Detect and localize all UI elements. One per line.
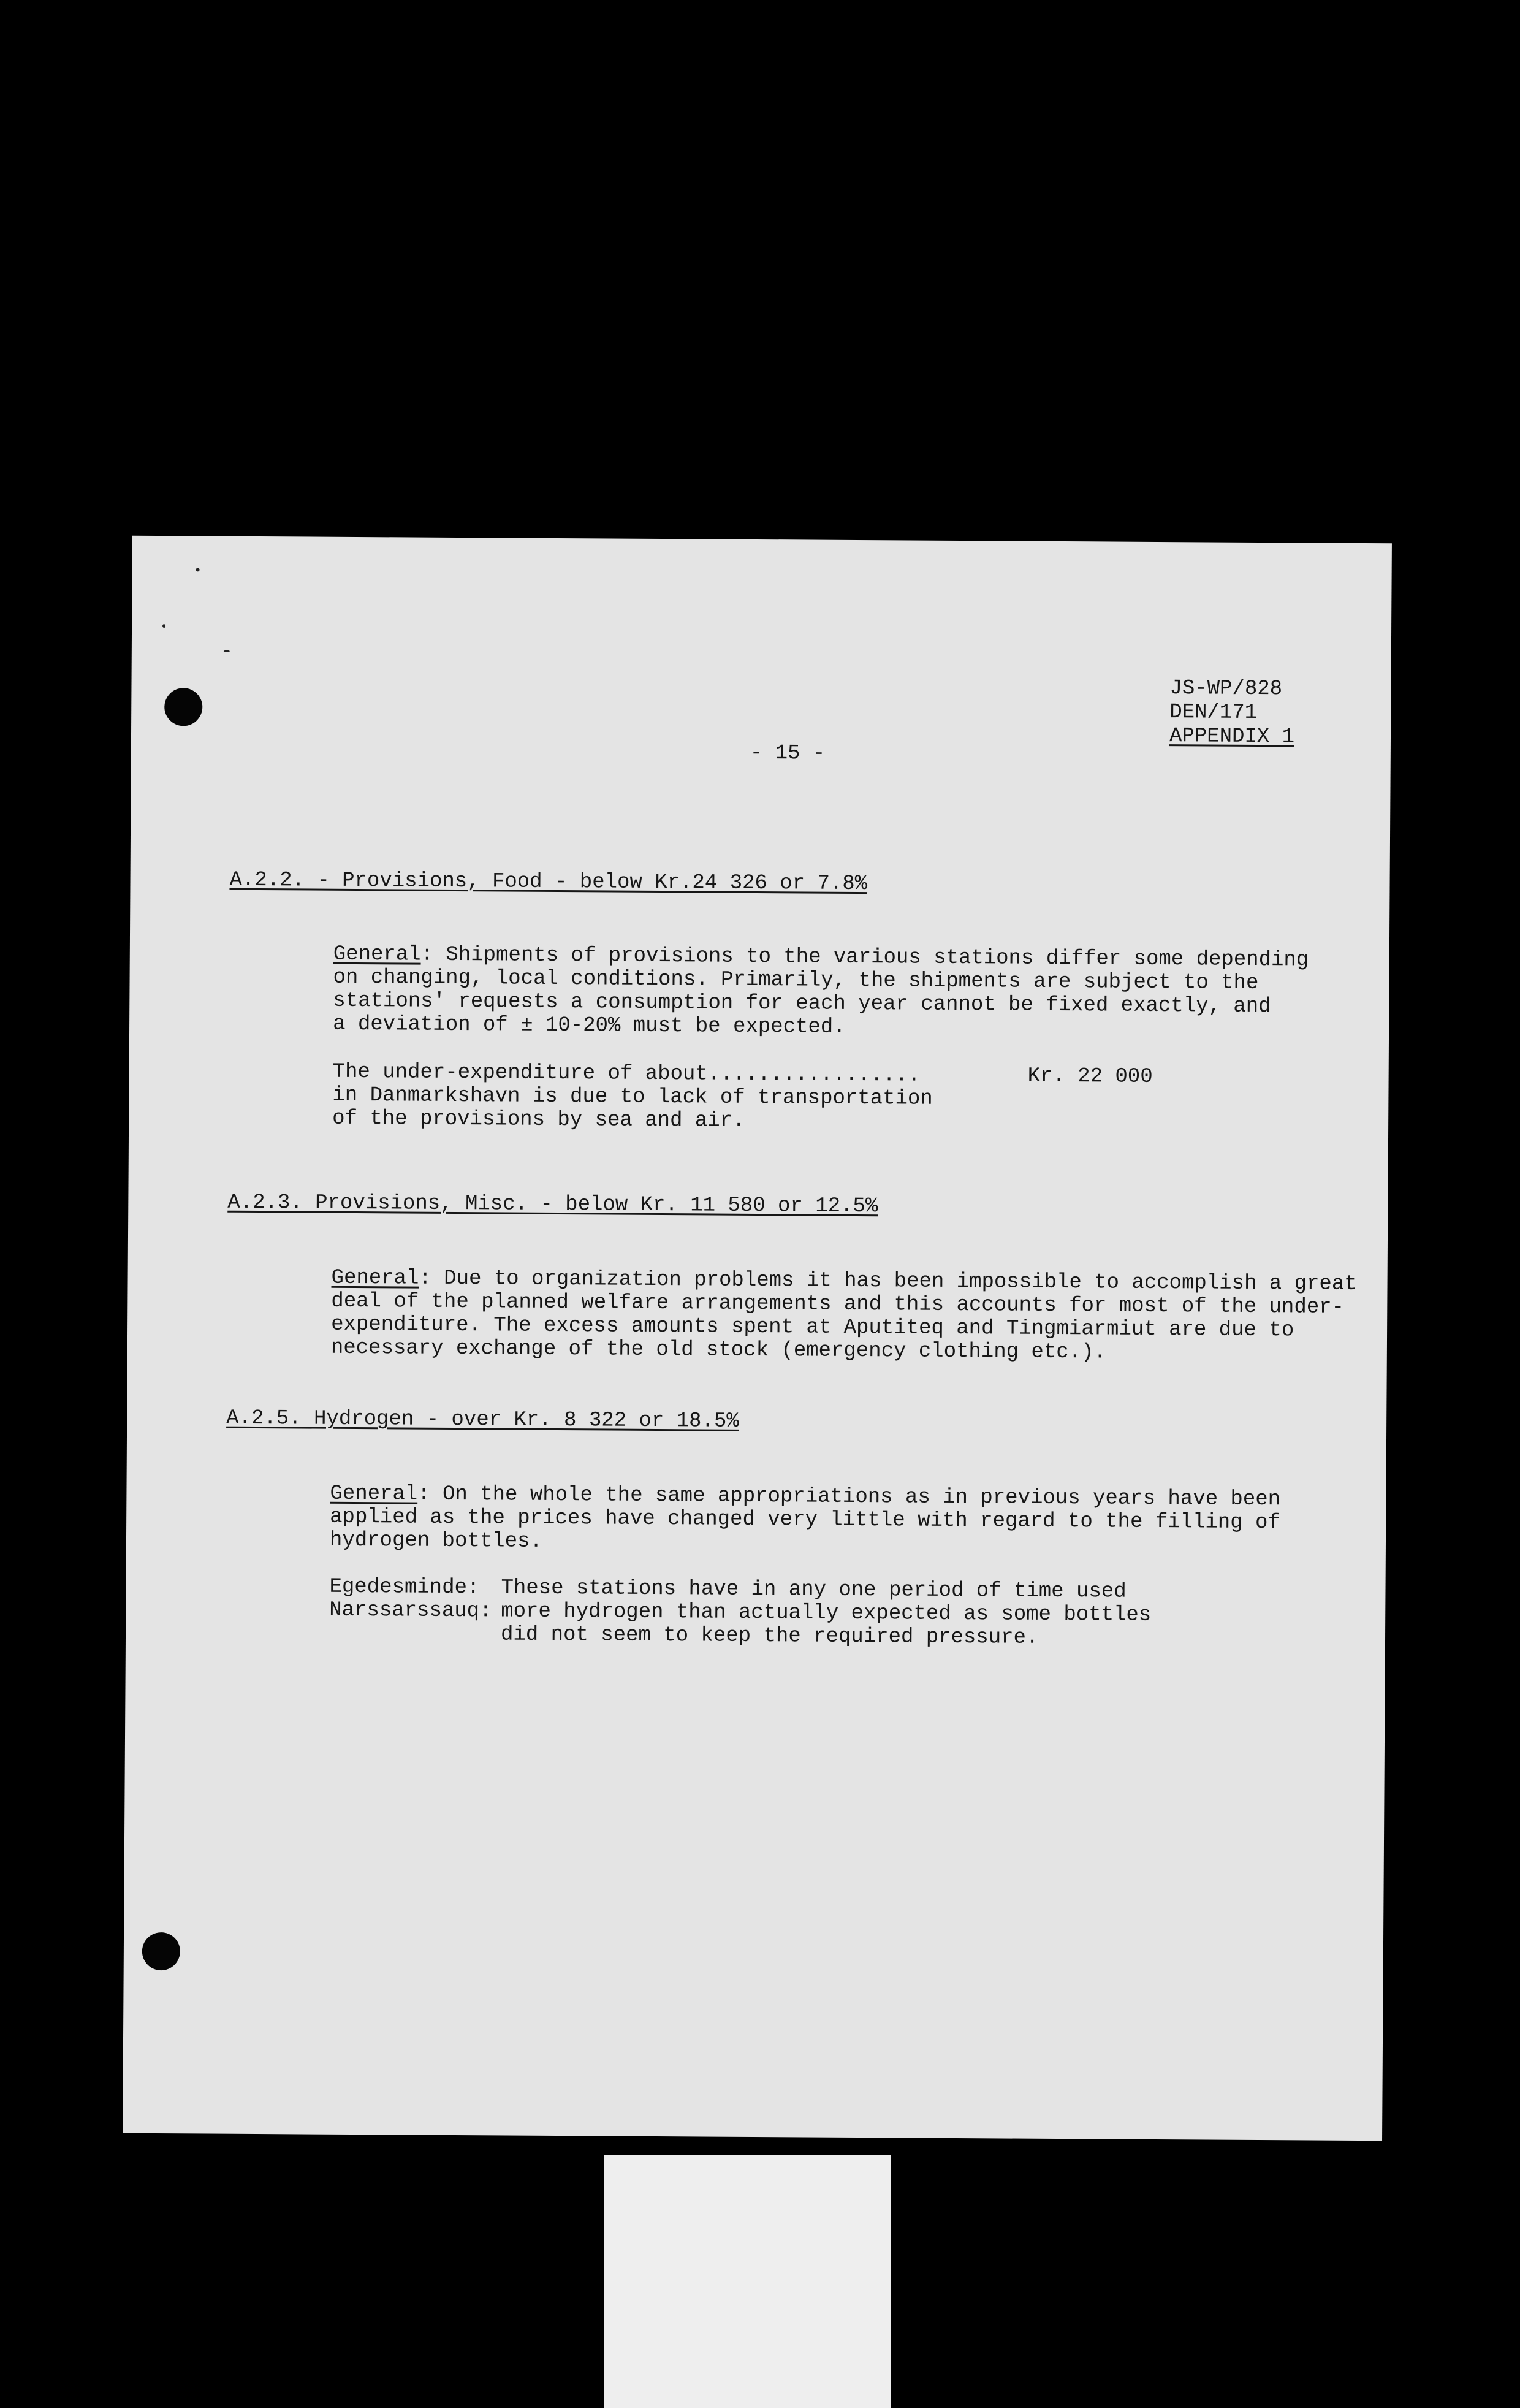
section-2-paragraph-1-text: : Due to organization problems it has been impossible to accomplish a great	[419, 1267, 1357, 1296]
speck-1	[196, 568, 200, 571]
section-1-paragraph-2-line-3: of the provisions by sea and air.	[332, 1107, 745, 1133]
general-label: General	[333, 942, 421, 967]
punch-hole-bottom	[142, 1932, 180, 1970]
section-1-paragraph-1-line-4: a deviation of ± 10-20% must be expected.	[333, 1012, 846, 1039]
section-3-paragraph-1-line-2: applied as the prices have changed very little with regard to the filling of	[330, 1505, 1280, 1535]
under-expenditure-amount: Kr. 22 000	[1027, 1064, 1153, 1089]
general-label: General	[330, 1482, 418, 1506]
section-heading-provisions-food: A.2.2. - Provisions, Food - below Kr.24 326 or 7.8%	[229, 868, 868, 896]
speck-2	[162, 624, 165, 628]
section-1-paragraph-1-text: : Shipments of provisions to the various stations differ some depending	[420, 943, 1309, 972]
general-label: General	[331, 1266, 419, 1290]
blank-paper-slip	[604, 2155, 891, 2408]
section-2-paragraph-1-line-4: necessary exchange of the old stock (emergency clothing etc.).	[330, 1336, 1106, 1365]
page-number: - 15 -	[750, 741, 826, 766]
station-note-line-1: These stations have in any one period of time used	[501, 1576, 1127, 1604]
appendix-label: APPENDIX 1	[1169, 725, 1295, 749]
station-name-egedesminde: Egedesminde:	[329, 1575, 480, 1600]
section-1-paragraph-2-line-2: in Danmarkshavn is due to lack of transportation	[332, 1083, 933, 1111]
speck-3	[224, 650, 230, 652]
section-3-paragraph-1-line-3: hydrogen bottles.	[329, 1528, 542, 1553]
station-note-line-3: did not seem to keep the required pressure.	[500, 1623, 1039, 1650]
section-heading-provisions-misc: A.2.3. Provisions, Misc. - below Kr. 11 580 or 12.5%	[227, 1191, 878, 1219]
section-1-paragraph-1-line-2: on changing, local conditions. Primarily, the shipments are subject to the	[333, 966, 1259, 995]
document-reference-line-1: JS-WP/828	[1169, 677, 1283, 701]
station-note-line-2: more hydrogen than actually expected as some bottles	[501, 1599, 1152, 1627]
section-3-paragraph-1-text: : On the whole the same appropriations as in previous years have been	[417, 1482, 1281, 1512]
section-2-paragraph-1-line-2: deal of the planned welfare arrangements and this accounts for most of the under-	[331, 1289, 1345, 1319]
section-2-paragraph-1-line-3: expenditure. The excess amounts spent at Aputiteq and Tingmiarmiut are due to	[331, 1313, 1294, 1343]
section-1-paragraph-2-line-1: The under-expenditure of about.................	[332, 1060, 921, 1088]
station-name-narssarssauq: Narssarssauq:	[329, 1598, 492, 1623]
section-1-paragraph-1-line-3: stations' requests a consumption for each year cannot be fixed exactly, and	[333, 989, 1271, 1019]
document-reference-line-2: DEN/171	[1169, 701, 1258, 725]
punch-hole-top	[164, 688, 202, 726]
scanned-page	[123, 536, 1392, 2141]
section-heading-hydrogen: A.2.5. Hydrogen - over Kr. 8 322 or 18.5%	[226, 1406, 739, 1433]
